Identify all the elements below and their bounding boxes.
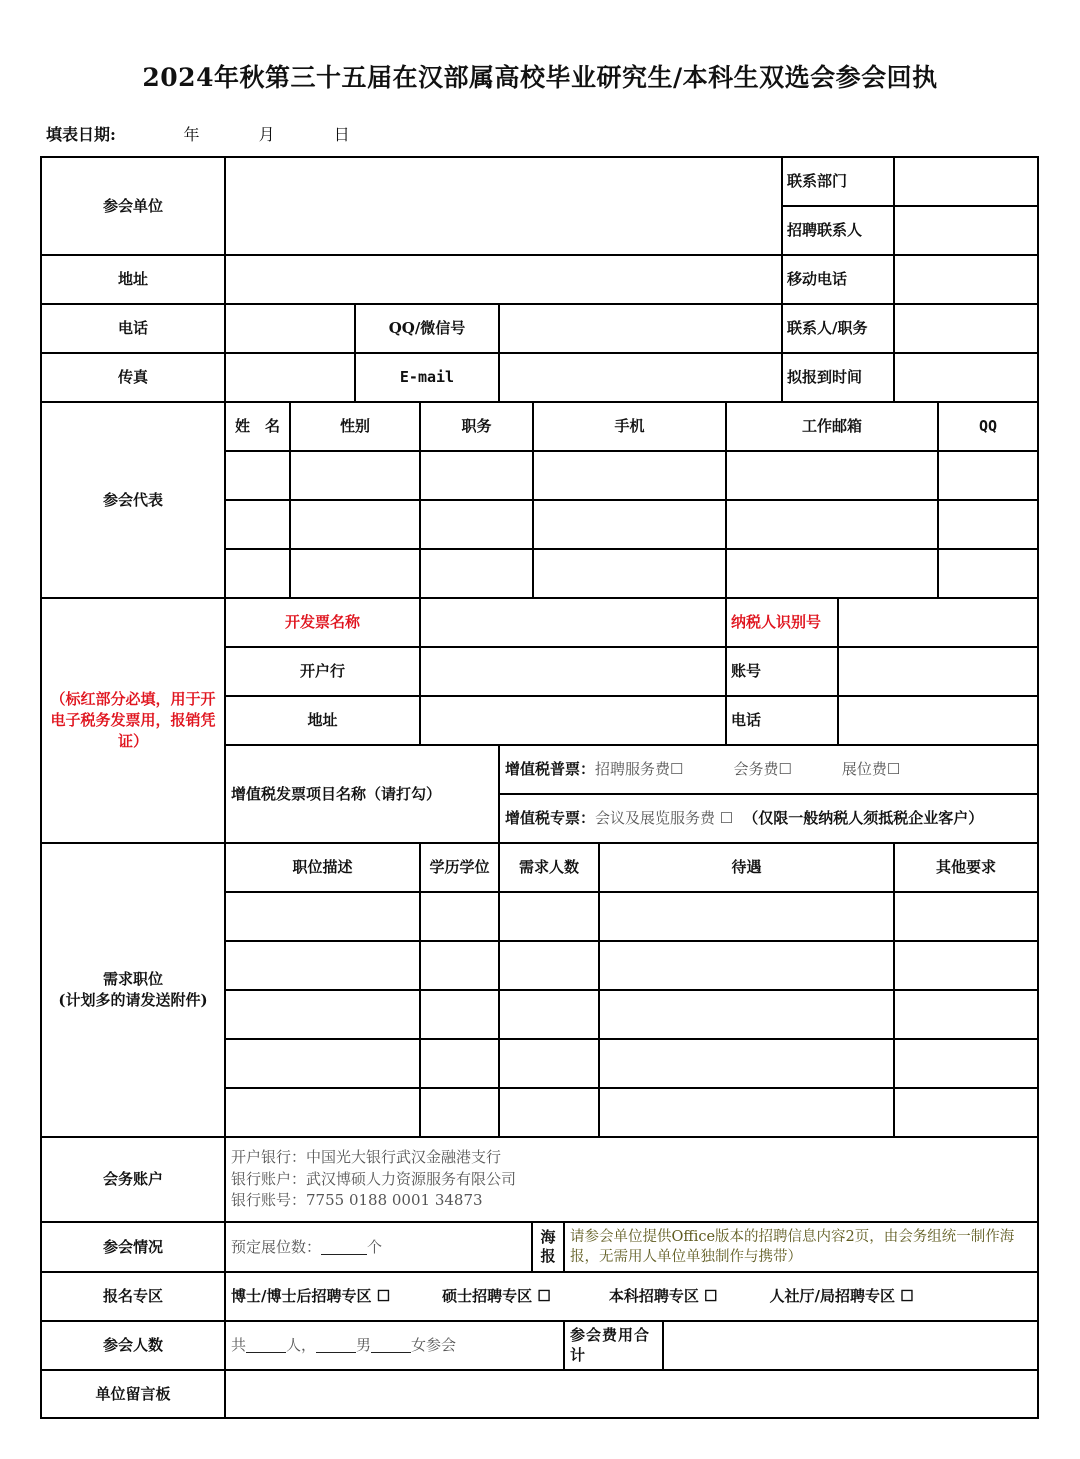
account-holder: 银行账户：武汉博硕人力资源服务有限公司	[231, 1169, 517, 1188]
fill-date-month[interactable]: 月	[258, 125, 275, 144]
phone-label: 电话	[117, 319, 148, 337]
email-label: E-mail	[399, 368, 455, 386]
special-invoice-row	[500, 795, 1037, 842]
headcount-male-blank[interactable]	[316, 1338, 356, 1353]
booth-count-blank[interactable]	[321, 1240, 367, 1255]
special-invoice-note: （仅限一般纳税人须抵税企业客户）	[743, 809, 984, 827]
normal-invoice-title: 增值税普票：	[505, 760, 596, 778]
positions-header-degree: 学历学位	[429, 858, 490, 876]
positions-note: (计划多的请发送附件)	[58, 991, 208, 1009]
arrival-input[interactable]	[895, 354, 1037, 401]
bank-input[interactable]	[421, 648, 725, 695]
zone-option-hrss[interactable]: 人社厅/局招聘专区 ☐	[769, 1287, 914, 1305]
mobile-label: 移动电话	[787, 270, 848, 288]
normal-option-booth[interactable]: 展位费☐	[841, 760, 901, 778]
fill-date-year[interactable]: 年	[183, 125, 200, 144]
special-option-exhibition[interactable]: 会议及展览服务费 ☐	[595, 809, 734, 827]
recruit-contact-input[interactable]	[895, 207, 1037, 254]
reps-header-mobile: 手机	[614, 417, 645, 435]
positions-side-label	[42, 844, 224, 1136]
positions-row[interactable]	[226, 1040, 1037, 1087]
fax-label: 传真	[117, 368, 148, 386]
contact-dept-input[interactable]	[895, 158, 1037, 205]
reps-header-gender: 性别	[339, 417, 370, 435]
account-label: 会务账户	[102, 1170, 163, 1188]
fee-total-label: 参会费用合计	[570, 1326, 651, 1364]
invoice-address-input[interactable]	[421, 697, 725, 744]
zones-label: 报名专区	[102, 1287, 163, 1305]
special-invoice-title: 增值税专票：	[505, 809, 596, 827]
normal-option-meeting[interactable]: 会务费☐	[733, 760, 792, 778]
address-input[interactable]	[226, 256, 781, 303]
taxid-input[interactable]	[839, 599, 1037, 646]
unit-label: 参会单位	[102, 196, 163, 215]
invoice-name-input[interactable]	[421, 599, 725, 646]
qq-wechat-label: QQ/微信号	[388, 319, 466, 337]
headcount-label: 参会人数	[102, 1336, 163, 1354]
positions-row[interactable]	[226, 1089, 1037, 1136]
message-input[interactable]	[226, 1371, 1037, 1417]
zone-option-undergrad[interactable]: 本科招聘专区 ☐	[608, 1287, 718, 1305]
invoice-items-label: 增值税发票项目名称（请打勾）	[231, 784, 442, 803]
account-bank: 开户银行：中国光大银行武汉金融港支行	[231, 1147, 502, 1166]
zone-option-master[interactable]: 硕士招聘专区 ☐	[442, 1287, 551, 1305]
positions-header-salary: 待遇	[731, 858, 762, 876]
message-label: 单位留言板	[95, 1384, 171, 1403]
zones-options	[226, 1273, 1037, 1320]
positions-row[interactable]	[226, 942, 1037, 989]
page-title: 2024年秋第三十五届在汉部属高校毕业研究生/本科生双选会参会回执	[142, 63, 938, 92]
headcount-male: 男	[356, 1336, 372, 1354]
mobile-input[interactable]	[895, 256, 1037, 303]
booth-count-field[interactable]	[226, 1223, 531, 1271]
phone-input[interactable]	[226, 305, 354, 352]
qq-wechat-input[interactable]	[500, 305, 781, 352]
poster-note: 请参会单位提供Office版本的招聘信息内容2页，由会务组统一制作海报，无需用人单位单独制作与携带）	[570, 1228, 1015, 1265]
headcount-total-prefix: 共	[231, 1336, 247, 1354]
address-label: 地址	[117, 270, 148, 288]
normal-option-recruit[interactable]: 招聘服务费☐	[595, 760, 684, 778]
taxid-label: 纳税人识别号	[731, 613, 822, 631]
fee-total-input[interactable]	[664, 1322, 1037, 1369]
normal-invoice-row	[500, 746, 1037, 793]
contact-title-label: 联系人/职务	[787, 319, 868, 337]
reps-header-title: 职务	[461, 417, 492, 435]
booth-prefix: 预定展位数：	[231, 1237, 322, 1256]
booth-suffix: 个	[367, 1237, 383, 1256]
recruit-contact-label: 招聘联系人	[787, 221, 863, 239]
invoice-address-label: 地址	[307, 711, 338, 729]
account-details	[226, 1138, 1037, 1221]
invoice-name-label: 开发票名称	[284, 613, 360, 631]
positions-header-count: 需求人数	[518, 858, 579, 876]
reps-header-qq: QQ	[978, 417, 998, 435]
fill-date-label: 填表日期:	[46, 125, 116, 144]
zone-option-doctoral[interactable]: 博士/博士后招聘专区 ☐	[231, 1287, 391, 1305]
account-number: 银行账号：7755 0188 0001 34873	[231, 1191, 483, 1210]
contact-title-input[interactable]	[895, 305, 1037, 352]
headcount-total-blank[interactable]	[246, 1338, 286, 1353]
account-no-label: 账号	[731, 662, 762, 680]
reps-header-email: 工作邮箱	[801, 417, 862, 435]
headcount-female-blank[interactable]	[371, 1338, 411, 1353]
email-input[interactable]	[500, 354, 781, 401]
fax-input[interactable]	[226, 354, 354, 401]
invoice-side-label: （标红部分必填，用于开电子税务发票用，报销凭证）	[50, 690, 216, 750]
poster-label: 海报	[540, 1227, 556, 1265]
arrival-label: 拟报到时间	[787, 368, 863, 386]
reps-row[interactable]	[226, 501, 1037, 548]
attendance-label: 参会情况	[102, 1237, 163, 1256]
positions-label: 需求职位	[102, 970, 163, 988]
positions-header-desc: 职位描述	[292, 858, 353, 876]
invoice-phone-label: 电话	[731, 711, 762, 729]
headcount-female: 女参会	[411, 1336, 457, 1354]
bank-label: 开户行	[299, 662, 345, 680]
invoice-phone-input[interactable]	[839, 697, 1037, 744]
reps-header-name: 姓 名	[234, 417, 280, 435]
fill-date-day[interactable]: 日	[333, 125, 350, 144]
unit-input[interactable]	[226, 158, 781, 254]
headcount-field[interactable]	[226, 1322, 563, 1369]
reps-row[interactable]	[226, 550, 1037, 597]
reps-row[interactable]	[226, 452, 1037, 499]
positions-row[interactable]	[226, 991, 1037, 1038]
contact-dept-label: 联系部门	[787, 172, 848, 190]
account-no-input[interactable]	[839, 648, 1037, 695]
headcount-people: 人，	[286, 1336, 317, 1354]
positions-header-other: 其他要求	[935, 858, 996, 876]
reps-label: 参会代表	[102, 490, 163, 509]
positions-row[interactable]	[226, 893, 1037, 940]
